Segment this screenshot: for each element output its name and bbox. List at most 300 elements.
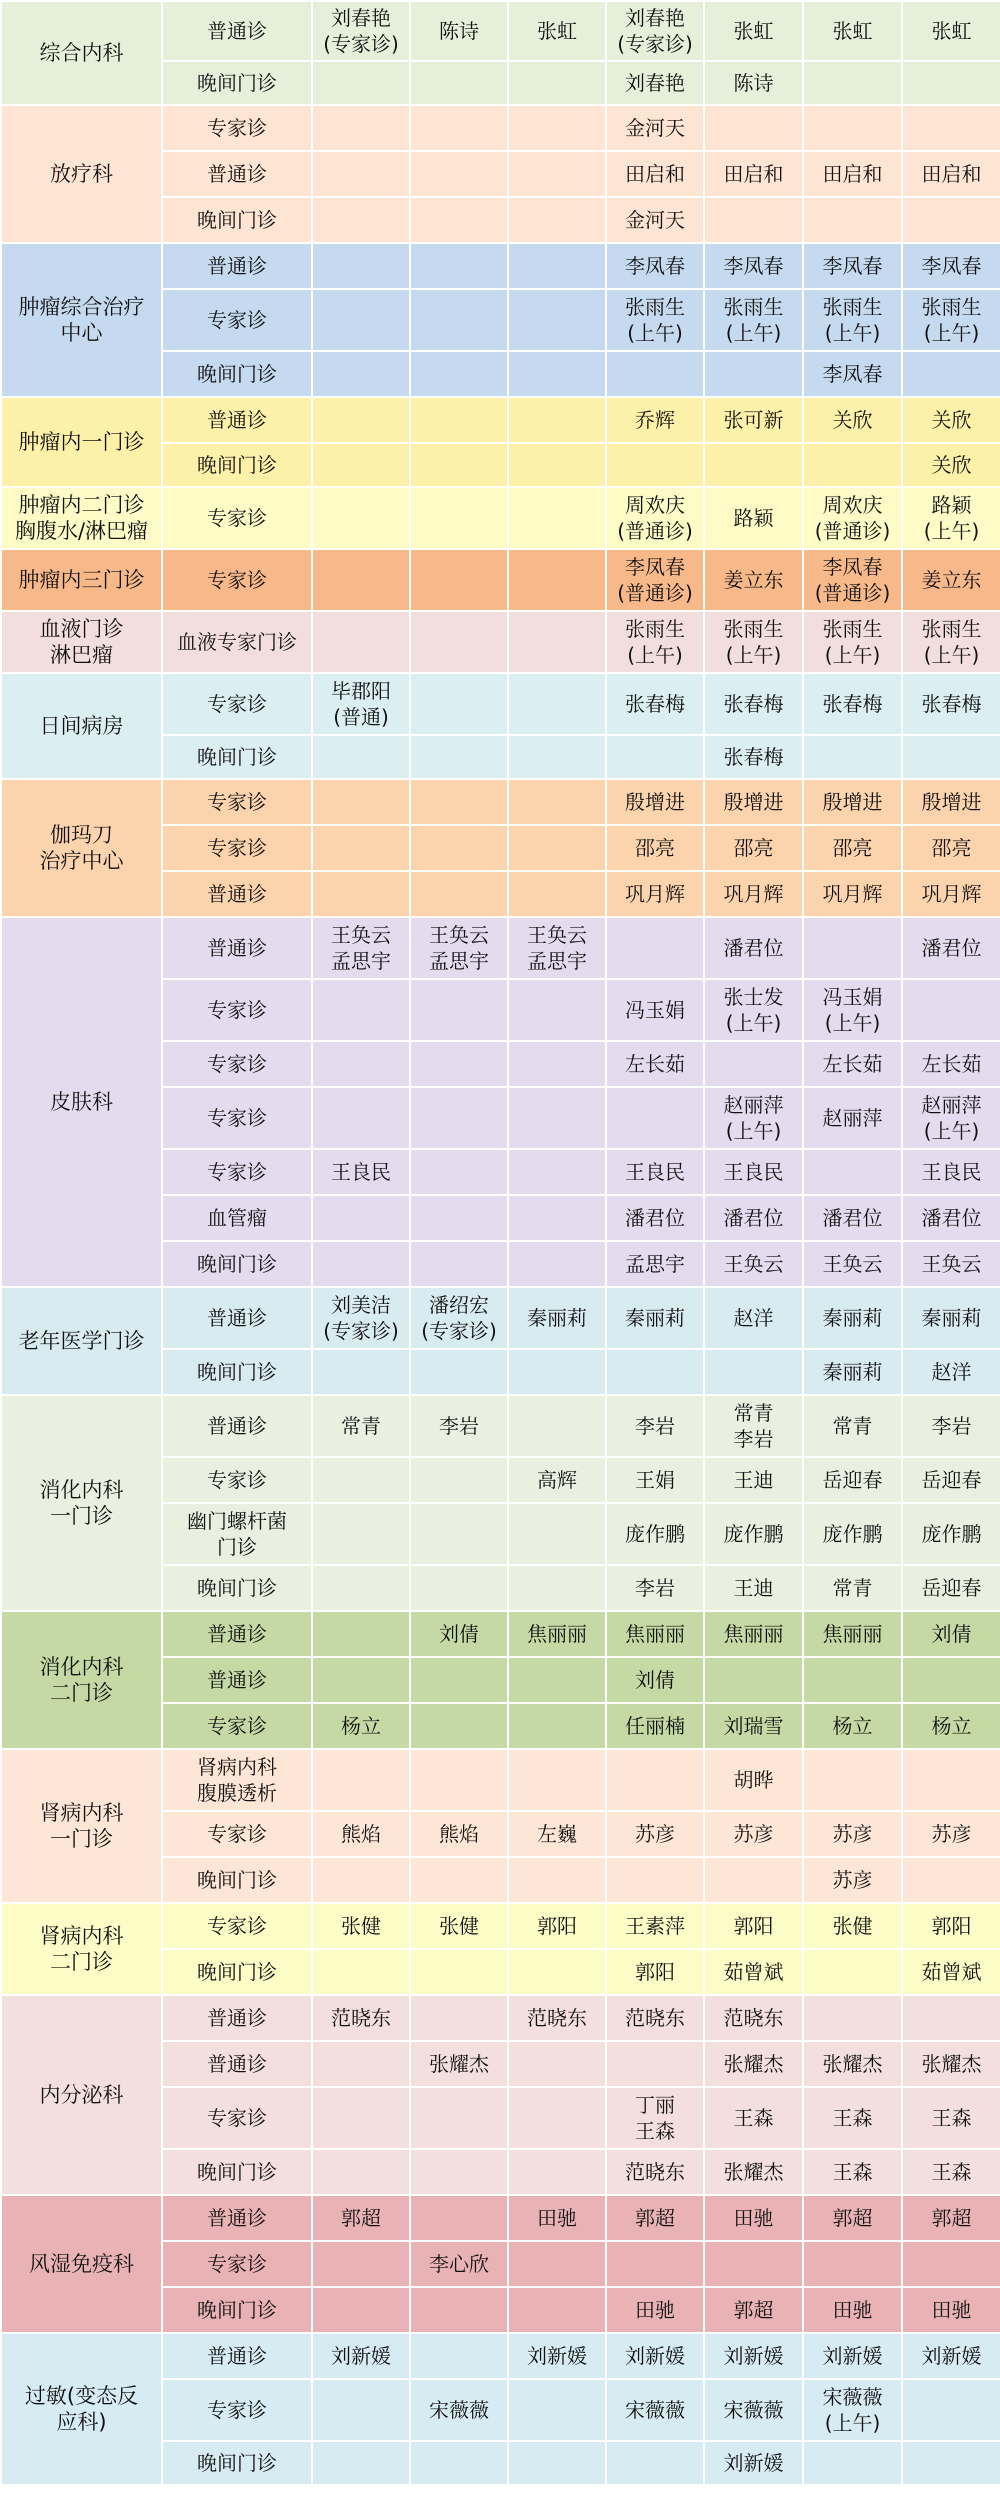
doctor-cell: 王森 [803, 2087, 902, 2149]
doctor-cell: 邵亮 [704, 825, 803, 871]
doctor-cell [508, 2087, 606, 2149]
doctor-cell [508, 289, 606, 351]
table-row [1, 2333, 1000, 2379]
doctor-cell: 范晓东 [508, 1995, 606, 2041]
clinic-type: 专家诊 [162, 1087, 312, 1149]
clinic-type: 普通诊 [162, 2333, 312, 2379]
clinic-type: 专家诊 [162, 1811, 312, 1857]
doctor-cell [902, 351, 1000, 397]
doctor-cell [508, 549, 606, 611]
table-row [1, 673, 1000, 735]
doctor-cell: 张雨生 (上午) [803, 611, 902, 673]
doctor-cell [410, 1503, 508, 1565]
doctor-cell: 岳迎春 [803, 1457, 902, 1503]
doctor-cell: 赵丽萍 (上午) [704, 1087, 803, 1149]
doctor-cell: 李岩 [606, 1395, 704, 1457]
doctor-cell: 李心欣 [410, 2241, 508, 2287]
doctor-cell [508, 871, 606, 917]
doctor-cell [902, 979, 1000, 1041]
doctor-cell [508, 825, 606, 871]
doctor-cell [803, 917, 902, 979]
doctor-cell: 郭超 [312, 2195, 410, 2241]
doctor-cell [902, 1749, 1000, 1811]
doctor-cell [410, 673, 508, 735]
doctor-cell: 张雨生 (上午) [902, 611, 1000, 673]
clinic-type: 血管瘤 [162, 1195, 312, 1241]
doctor-cell [508, 443, 606, 487]
doctor-cell [704, 1349, 803, 1395]
doctor-cell: 张虹 [704, 1, 803, 61]
doctor-cell: 刘新媛 [704, 2333, 803, 2379]
doctor-cell: 邵亮 [803, 825, 902, 871]
doctor-cell: 张春梅 [902, 673, 1000, 735]
doctor-cell [508, 397, 606, 443]
clinic-type: 普通诊 [162, 1995, 312, 2041]
doctor-cell: 苏彦 [803, 1811, 902, 1857]
doctor-cell: 庞作鹏 [704, 1503, 803, 1565]
doctor-cell: 杨立 [803, 1703, 902, 1749]
doctor-cell: 李凤春 [606, 243, 704, 289]
clinic-type: 专家诊 [162, 1703, 312, 1749]
doctor-cell: 刘新媛 [803, 2333, 902, 2379]
doctor-cell [312, 1041, 410, 1087]
table-row [1, 1611, 1000, 1657]
doctor-cell [508, 1087, 606, 1149]
doctor-cell: 秦丽莉 [803, 1349, 902, 1395]
doctor-cell [508, 61, 606, 105]
clinic-type: 专家诊 [162, 673, 312, 735]
clinic-type: 晚间门诊 [162, 1949, 312, 1995]
doctor-cell: 王迪 [704, 1565, 803, 1611]
doctor-cell [312, 351, 410, 397]
doctor-cell [508, 1041, 606, 1087]
doctor-cell: 路颖 [704, 487, 803, 549]
clinic-type: 普通诊 [162, 1657, 312, 1703]
doctor-cell [410, 151, 508, 197]
doctor-cell [410, 1041, 508, 1087]
clinic-type: 普通诊 [162, 1, 312, 61]
doctor-cell [508, 1349, 606, 1395]
doctor-cell: 王良民 [312, 1149, 410, 1195]
doctor-cell [410, 825, 508, 871]
doctor-cell [410, 1565, 508, 1611]
doctor-cell: 岳迎春 [902, 1565, 1000, 1611]
clinic-type: 专家诊 [162, 105, 312, 151]
doctor-cell [312, 1565, 410, 1611]
doctor-cell [410, 2087, 508, 2149]
doctor-cell [508, 1857, 606, 1903]
doctor-cell: 周欢庆 (普通诊) [803, 487, 902, 549]
clinic-type: 专家诊 [162, 1903, 312, 1949]
doctor-cell [312, 487, 410, 549]
clinic-type: 幽门螺杆菌 门诊 [162, 1503, 312, 1565]
clinic-type: 普通诊 [162, 1287, 312, 1349]
doctor-cell [410, 61, 508, 105]
doctor-cell [902, 1657, 1000, 1703]
clinic-type: 晚间门诊 [162, 1857, 312, 1903]
doctor-cell: 秦丽莉 [902, 1287, 1000, 1349]
doctor-cell: 田启和 [606, 151, 704, 197]
clinic-type: 专家诊 [162, 1457, 312, 1503]
doctor-cell: 赵丽萍 (上午) [902, 1087, 1000, 1149]
doctor-cell [410, 979, 508, 1041]
doctor-cell [902, 61, 1000, 105]
clinic-type: 普通诊 [162, 871, 312, 917]
doctor-cell: 潘君位 [902, 917, 1000, 979]
doctor-cell [508, 2041, 606, 2087]
doctor-cell [508, 2149, 606, 2195]
doctor-cell [902, 2441, 1000, 2485]
doctor-cell: 刘倩 [902, 1611, 1000, 1657]
doctor-cell: 田启和 [704, 151, 803, 197]
doctor-cell [508, 151, 606, 197]
doctor-cell: 左长茹 [803, 1041, 902, 1087]
clinic-type: 专家诊 [162, 779, 312, 825]
doctor-cell [312, 1349, 410, 1395]
doctor-cell [410, 197, 508, 243]
doctor-cell: 李凤春 [902, 243, 1000, 289]
clinic-type: 专家诊 [162, 2241, 312, 2287]
doctor-cell: 殷增进 [704, 779, 803, 825]
doctor-cell: 张雨生 (上午) [902, 289, 1000, 351]
doctor-cell: 王良民 [902, 1149, 1000, 1195]
doctor-cell: 张耀杰 [704, 2041, 803, 2087]
doctor-cell: 潘君位 [803, 1195, 902, 1241]
doctor-cell: 苏彦 [902, 1811, 1000, 1857]
clinic-type: 普通诊 [162, 1395, 312, 1457]
doctor-cell: 王素萍 [606, 1903, 704, 1949]
doctor-cell [508, 1149, 606, 1195]
doctor-cell: 田驰 [902, 2287, 1000, 2333]
department-name: 消化内科 二门诊 [1, 1611, 162, 1749]
department-name: 肾病内科 一门诊 [1, 1749, 162, 1903]
doctor-cell [803, 1949, 902, 1995]
doctor-cell [410, 549, 508, 611]
table-row [1, 1, 1000, 61]
clinic-type: 晚间门诊 [162, 2149, 312, 2195]
doctor-cell: 王奂云 [803, 1241, 902, 1287]
doctor-cell: 焦丽丽 [606, 1611, 704, 1657]
clinic-type: 肾病内科 腹膜透析 [162, 1749, 312, 1811]
doctor-cell: 刘春艳 (专家诊) [312, 1, 410, 61]
department-name: 放疗科 [1, 105, 162, 243]
doctor-cell: 冯玉娟 [606, 979, 704, 1041]
doctor-cell: 张士发 (上午) [704, 979, 803, 1041]
doctor-cell: 常青 [803, 1395, 902, 1457]
department-name: 消化内科 一门诊 [1, 1395, 162, 1611]
doctor-cell [312, 735, 410, 779]
doctor-cell: 张雨生 (上午) [704, 611, 803, 673]
doctor-cell: 秦丽莉 [606, 1287, 704, 1349]
doctor-cell [508, 2379, 606, 2441]
doctor-cell: 赵丽萍 [803, 1087, 902, 1149]
clinic-type: 普通诊 [162, 2041, 312, 2087]
doctor-cell [312, 61, 410, 105]
doctor-cell [410, 487, 508, 549]
doctor-cell: 乔辉 [606, 397, 704, 443]
doctor-cell: 张健 [410, 1903, 508, 1949]
doctor-cell: 杨立 [312, 1703, 410, 1749]
doctor-cell: 田启和 [803, 151, 902, 197]
doctor-cell [312, 2241, 410, 2287]
doctor-cell: 丁丽 王森 [606, 2087, 704, 2149]
doctor-cell: 郭阳 [508, 1903, 606, 1949]
doctor-cell [312, 871, 410, 917]
doctor-cell [508, 2287, 606, 2333]
doctor-cell [704, 2241, 803, 2287]
doctor-cell [312, 1611, 410, 1657]
clinic-type: 晚间门诊 [162, 443, 312, 487]
doctor-cell: 张耀杰 [803, 2041, 902, 2087]
doctor-cell: 张耀杰 [410, 2041, 508, 2087]
doctor-cell: 张耀杰 [902, 2041, 1000, 2087]
doctor-cell [312, 1949, 410, 1995]
doctor-cell [803, 1149, 902, 1195]
doctor-cell: 张雨生 (上午) [704, 289, 803, 351]
clinic-type: 专家诊 [162, 2087, 312, 2149]
doctor-cell [410, 1703, 508, 1749]
doctor-cell: 张虹 [902, 1, 1000, 61]
doctor-cell: 苏彦 [606, 1811, 704, 1857]
doctor-cell [312, 289, 410, 351]
department-name: 综合内科 [1, 1, 162, 105]
doctor-cell [606, 917, 704, 979]
doctor-cell: 王奂云 孟思宇 [508, 917, 606, 979]
doctor-cell [312, 443, 410, 487]
doctor-cell: 刘新媛 [508, 2333, 606, 2379]
doctor-cell: 宋薇薇 [410, 2379, 508, 2441]
doctor-cell: 关欣 [902, 443, 1000, 487]
doctor-cell [508, 487, 606, 549]
doctor-cell: 左长茹 [606, 1041, 704, 1087]
doctor-cell: 毕郡阳 (普通) [312, 673, 410, 735]
table-row [1, 397, 1000, 443]
doctor-cell: 张春梅 [606, 673, 704, 735]
doctor-cell: 庞作鹏 [803, 1503, 902, 1565]
doctor-cell [606, 735, 704, 779]
doctor-cell: 张耀杰 [704, 2149, 803, 2195]
doctor-cell [606, 1749, 704, 1811]
clinic-type: 普通诊 [162, 917, 312, 979]
clinic-type: 专家诊 [162, 487, 312, 549]
doctor-cell: 刘新媛 [312, 2333, 410, 2379]
doctor-cell [704, 1041, 803, 1087]
doctor-cell: 殷增进 [606, 779, 704, 825]
table-row [1, 2195, 1000, 2241]
clinic-type: 普通诊 [162, 397, 312, 443]
doctor-cell [312, 2287, 410, 2333]
doctor-cell [410, 735, 508, 779]
doctor-cell [410, 2333, 508, 2379]
doctor-cell [508, 1565, 606, 1611]
doctor-cell [410, 1657, 508, 1703]
clinic-type: 普通诊 [162, 151, 312, 197]
doctor-cell: 张健 [803, 1903, 902, 1949]
doctor-cell [410, 289, 508, 351]
doctor-cell [410, 443, 508, 487]
doctor-cell: 宋薇薇 (上午) [803, 2379, 902, 2441]
doctor-cell: 田驰 [606, 2287, 704, 2333]
doctor-cell: 左长茹 [902, 1041, 1000, 1087]
table-row [1, 611, 1000, 673]
doctor-cell: 王娟 [606, 1457, 704, 1503]
department-name: 血液门诊 淋巴瘤 [1, 611, 162, 673]
doctor-cell: 杨立 [902, 1703, 1000, 1749]
doctor-cell: 刘新媛 [902, 2333, 1000, 2379]
table-row [1, 487, 1000, 549]
doctor-cell: 王奂云 孟思宇 [312, 917, 410, 979]
doctor-cell: 李凤春 [803, 351, 902, 397]
doctor-cell: 殷增进 [803, 779, 902, 825]
doctor-cell: 王森 [902, 2149, 1000, 2195]
doctor-cell [902, 105, 1000, 151]
doctor-cell [410, 397, 508, 443]
doctor-cell [704, 351, 803, 397]
doctor-cell [312, 1857, 410, 1903]
doctor-cell [606, 1349, 704, 1395]
doctor-cell [902, 735, 1000, 779]
doctor-cell: 邵亮 [902, 825, 1000, 871]
table-row [1, 549, 1000, 611]
clinic-type: 专家诊 [162, 1149, 312, 1195]
doctor-cell: 熊焰 [410, 1811, 508, 1857]
doctor-cell [803, 105, 902, 151]
doctor-cell: 范晓东 [606, 1995, 704, 2041]
doctor-cell [508, 1949, 606, 1995]
doctor-cell: 孟思宇 [606, 1241, 704, 1287]
doctor-cell: 常青 [312, 1395, 410, 1457]
doctor-cell: 胡晔 [704, 1749, 803, 1811]
doctor-cell: 庞作鹏 [606, 1503, 704, 1565]
clinic-type: 普通诊 [162, 243, 312, 289]
doctor-cell [803, 2241, 902, 2287]
doctor-cell: 熊焰 [312, 1811, 410, 1857]
doctor-cell [410, 1949, 508, 1995]
doctor-cell [410, 1995, 508, 2041]
department-name: 肿瘤内二门诊 胸腹水/淋巴瘤 [1, 487, 162, 549]
doctor-cell [902, 197, 1000, 243]
doctor-cell: 金河天 [606, 197, 704, 243]
doctor-cell: 范晓东 [606, 2149, 704, 2195]
doctor-cell: 范晓东 [312, 1995, 410, 2041]
doctor-cell: 刘倩 [410, 1611, 508, 1657]
doctor-cell: 庞作鹏 [902, 1503, 1000, 1565]
doctor-cell: 王奂云 孟思宇 [410, 917, 508, 979]
doctor-cell [508, 1503, 606, 1565]
doctor-cell: 张春梅 [704, 735, 803, 779]
doctor-cell: 宋薇薇 [606, 2379, 704, 2441]
doctor-cell: 左巍 [508, 1811, 606, 1857]
doctor-cell: 张春梅 [704, 673, 803, 735]
doctor-cell [508, 2241, 606, 2287]
department-name: 过敏(变态反 应科) [1, 2333, 162, 2485]
doctor-cell: 王良民 [704, 1149, 803, 1195]
doctor-cell [606, 443, 704, 487]
doctor-cell: 郭阳 [704, 1903, 803, 1949]
doctor-cell: 关欣 [803, 397, 902, 443]
doctor-cell: 田启和 [902, 151, 1000, 197]
doctor-cell: 宋薇薇 [704, 2379, 803, 2441]
doctor-cell: 潘君位 [704, 917, 803, 979]
doctor-cell: 刘美洁 (专家诊) [312, 1287, 410, 1349]
doctor-cell [312, 197, 410, 243]
doctor-cell: 陈诗 [704, 61, 803, 105]
doctor-cell [410, 871, 508, 917]
clinic-type: 晚间门诊 [162, 2287, 312, 2333]
doctor-cell [803, 1657, 902, 1703]
doctor-cell [312, 1087, 410, 1149]
doctor-cell [312, 979, 410, 1041]
doctor-cell [508, 1241, 606, 1287]
table-row [1, 1749, 1000, 1811]
doctor-cell [312, 243, 410, 289]
doctor-cell [410, 1749, 508, 1811]
doctor-cell [410, 1195, 508, 1241]
doctor-cell: 焦丽丽 [803, 1611, 902, 1657]
schedule-body [1, 1, 1000, 2485]
doctor-cell: 巩月辉 [803, 871, 902, 917]
doctor-cell: 王迪 [704, 1457, 803, 1503]
doctor-cell: 殷增进 [902, 779, 1000, 825]
doctor-cell: 苏彦 [704, 1811, 803, 1857]
doctor-cell [312, 2379, 410, 2441]
doctor-cell: 焦丽丽 [508, 1611, 606, 1657]
table-row [1, 1287, 1000, 1349]
table-row [1, 917, 1000, 979]
doctor-cell [508, 243, 606, 289]
doctor-cell: 王奂云 [902, 1241, 1000, 1287]
doctor-cell: 刘倩 [606, 1657, 704, 1703]
doctor-cell: 赵洋 [902, 1349, 1000, 1395]
department-name: 肾病内科 二门诊 [1, 1903, 162, 1995]
doctor-cell: 高辉 [508, 1457, 606, 1503]
doctor-cell: 冯玉娟 (上午) [803, 979, 902, 1041]
table-row [1, 105, 1000, 151]
table-row [1, 243, 1000, 289]
doctor-cell [704, 1657, 803, 1703]
doctor-cell: 常青 李岩 [704, 1395, 803, 1457]
doctor-cell [312, 2149, 410, 2195]
doctor-cell: 潘君位 [704, 1195, 803, 1241]
table-row [1, 1395, 1000, 1457]
doctor-cell [312, 2441, 410, 2485]
doctor-cell [312, 779, 410, 825]
doctor-cell: 李凤春 [803, 243, 902, 289]
doctor-cell: 李凤春 (普通诊) [606, 549, 704, 611]
doctor-cell [902, 2241, 1000, 2287]
doctor-cell: 刘春艳 (专家诊) [606, 1, 704, 61]
doctor-cell [410, 105, 508, 151]
department-name: 皮肤科 [1, 917, 162, 1287]
department-name: 伽玛刀 治疗中心 [1, 779, 162, 917]
doctor-cell [312, 2041, 410, 2087]
doctor-cell: 张可新 [704, 397, 803, 443]
doctor-cell [508, 979, 606, 1041]
doctor-cell [508, 1749, 606, 1811]
clinic-type: 普通诊 [162, 1611, 312, 1657]
doctor-cell: 路颖 (上午) [902, 487, 1000, 549]
doctor-cell [704, 1857, 803, 1903]
doctor-cell: 刘春艳 [606, 61, 704, 105]
doctor-cell [410, 351, 508, 397]
doctor-cell [410, 1349, 508, 1395]
doctor-cell [508, 673, 606, 735]
doctor-cell: 刘新媛 [606, 2333, 704, 2379]
doctor-cell: 张春梅 [803, 673, 902, 735]
clinic-type: 晚间门诊 [162, 351, 312, 397]
doctor-cell [312, 1241, 410, 1287]
doctor-cell: 李岩 [902, 1395, 1000, 1457]
